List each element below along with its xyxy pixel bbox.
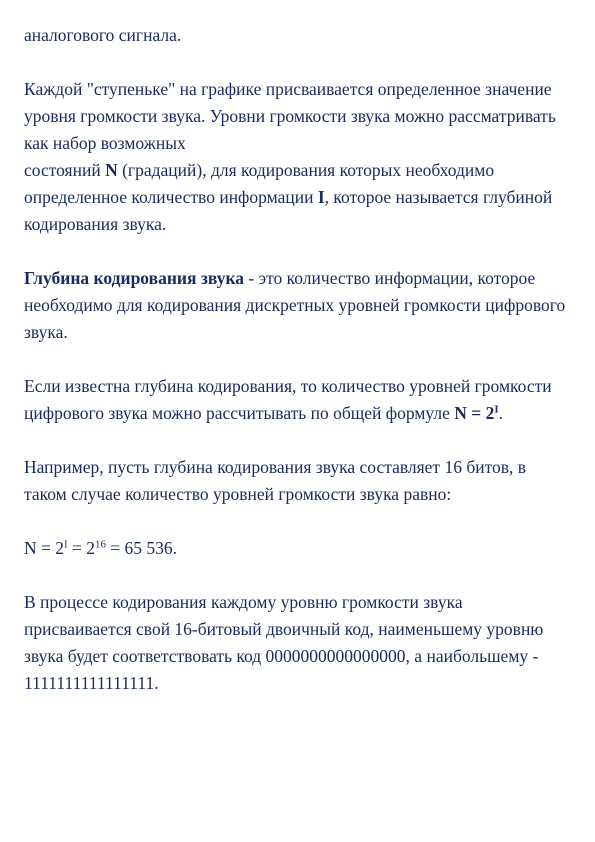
symbol-i: I — [317, 187, 325, 207]
formula-base: N = 2 — [454, 403, 495, 423]
paragraph-formula — [24, 373, 572, 427]
calc-c: = 65 536. — [105, 538, 177, 558]
calc-b: = 2 — [67, 538, 96, 558]
formula-intro: Если известна глубина кодирования, то количество уровней громкости цифрового звука можно рассчитывать по общей формуле — [24, 376, 552, 423]
document-page — [24, 22, 572, 724]
calc-b-exponent: 16 — [95, 538, 106, 551]
levels-text-3: (градаций), для кодирования которых необходимо определенное количество информации — [24, 160, 495, 207]
formula-exponent: I — [494, 403, 499, 416]
paragraph-levels — [24, 76, 572, 238]
paragraph-continuation: аналогового сигнала. — [24, 25, 182, 45]
paragraph-calculation — [24, 535, 572, 562]
formula-end: . — [498, 403, 503, 423]
symbol-n: N — [105, 160, 118, 180]
paragraph-binary-code: В процессе кодирования каждому уровню громкости звука присваивается свой 16-битовый двоичный код, наименьшему уровню звука будет соответствовать код 0000000000000000, а наибольшему - 1111111111111111. — [24, 592, 544, 693]
levels-text-1: Каждой "ступеньке" на графике присваивается определенное значение уровня громкости звука. Уровни громкости звука можно рассматривать как набор возможных — [24, 79, 556, 153]
definition-text: - это количество информации, которое необходимо для кодирования дискретных уровней громкости цифрового звука. — [24, 268, 566, 342]
calc-a: N = 2 — [24, 538, 65, 558]
paragraph-example: Например, пусть глубина кодирования звука составляет 16 битов, в таком случае количество уровней громкости звука равно: — [24, 457, 527, 504]
paragraph-definition — [24, 265, 572, 346]
levels-text-2: состояний — [24, 160, 106, 180]
definition-term: Глубина кодирования звука — [24, 268, 245, 288]
formula — [454, 403, 498, 423]
calc-a-exponent: I — [64, 538, 68, 551]
levels-text-4: , которое называется глубиной кодирования звука. — [24, 187, 553, 234]
